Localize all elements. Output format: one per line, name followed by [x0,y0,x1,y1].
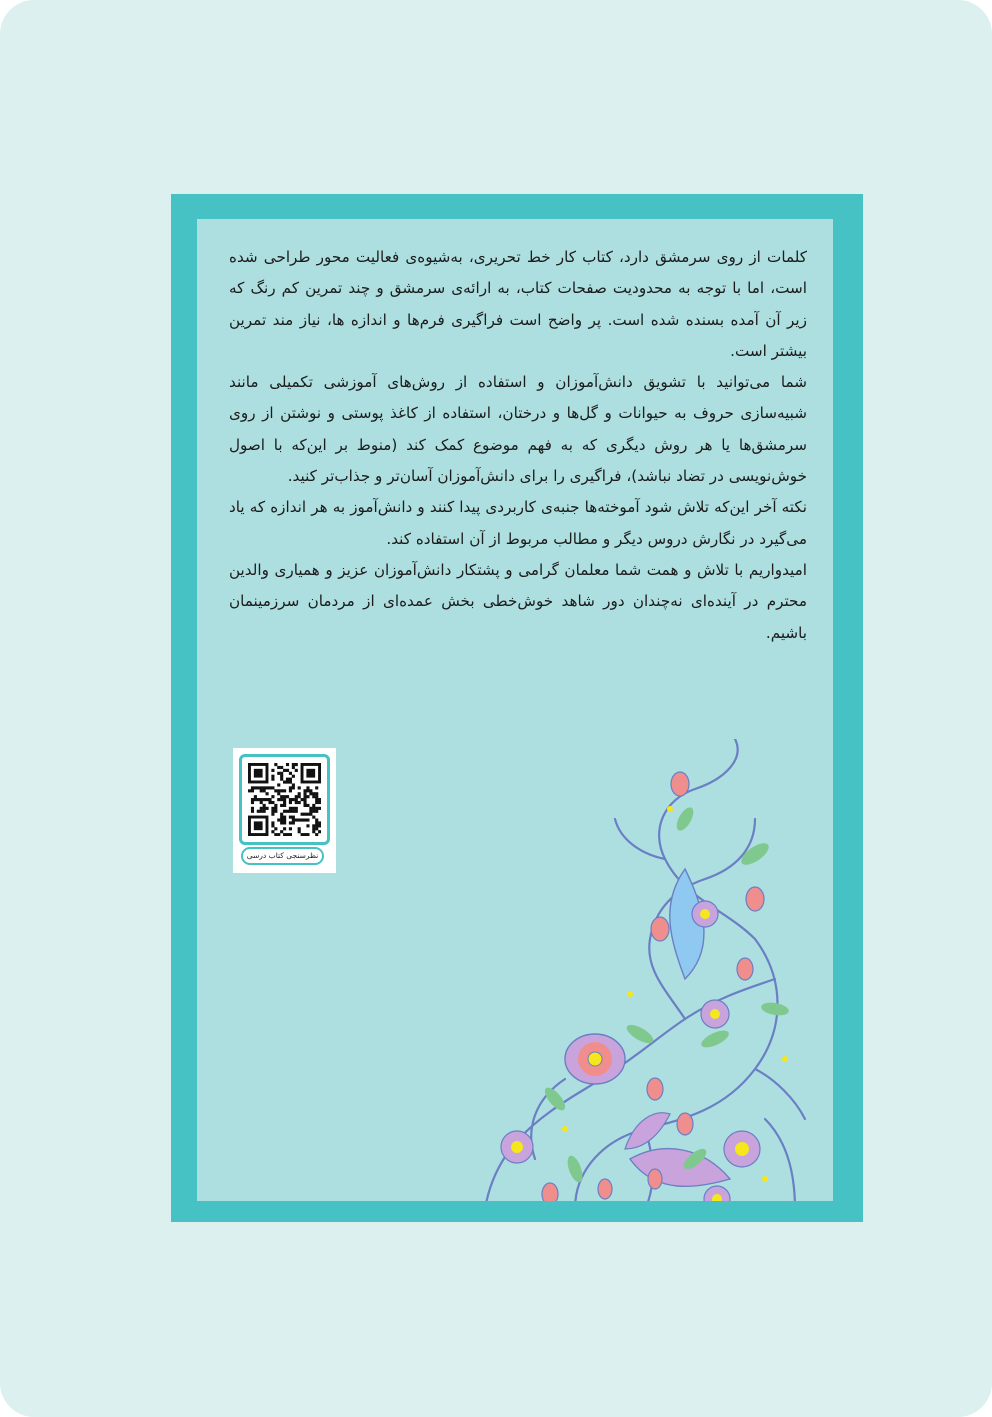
paragraph: کلمات از روی سرمشق دارد، کتاب کار خط تحریری، به‌شیوه‌ی فعالیت محور طراحی شده است، اما با توجه به محدودیت صفحات کتاب، به ارائه‌ی سرمشق و چند تمرین کم رنگ که زیر آن آمده بسنده شده است. پر واضح است فراگیری فرم‌ها و اندازه ها، نیاز مند تمرین بیشتر است. [229,248,807,360]
paragraph: نکته آخر این‌که تلاش شود آموخته‌ها جنبه‌ی کاربردی پیدا کنند و دانش‌آموز به هر اندازه که یاد می‌گیرد در نگارش دروس دیگر و مطالب مربوط از آن استفاده کند. [229,498,807,548]
content-panel [197,219,833,1201]
paragraph: امیدواریم با تلاش و همت شما معلمان گرامی و پشتکار دانش‌آموزان عزیز و همیاری والدین محترم در آینده‌ای نه‌چندان دور شاهد خوش‌خطی بخش عمده‌ای از مردمان سرزمینمان باشیم. [229,560,807,642]
qr-code-frame [239,754,330,845]
qr-code[interactable] [248,763,321,836]
body-text [229,242,807,649]
paragraph: شما می‌توانید با تشویق دانش‌آموزان و استفاده از روش‌های آموزشی تکمیلی مانند شبیه‌سازی حروف به حیوانات و گل‌ها و درختان، استفاده از کاغذ پوستی و نوشتن از روی سرمشق‌ها یا هر روش دیگری که به فهم موضوع کمک کند (منوط بر این‌که با اصول خوش‌نویسی در تضاد نباشد)، فراگیری را برای دانش‌آموزان آسان‌تر و جذاب‌تر کنید. [229,373,807,486]
qr-label: نظرسنجی کتاب درسی [241,847,324,865]
qr-card[interactable] [233,748,336,873]
floral-ornament [455,739,833,1201]
